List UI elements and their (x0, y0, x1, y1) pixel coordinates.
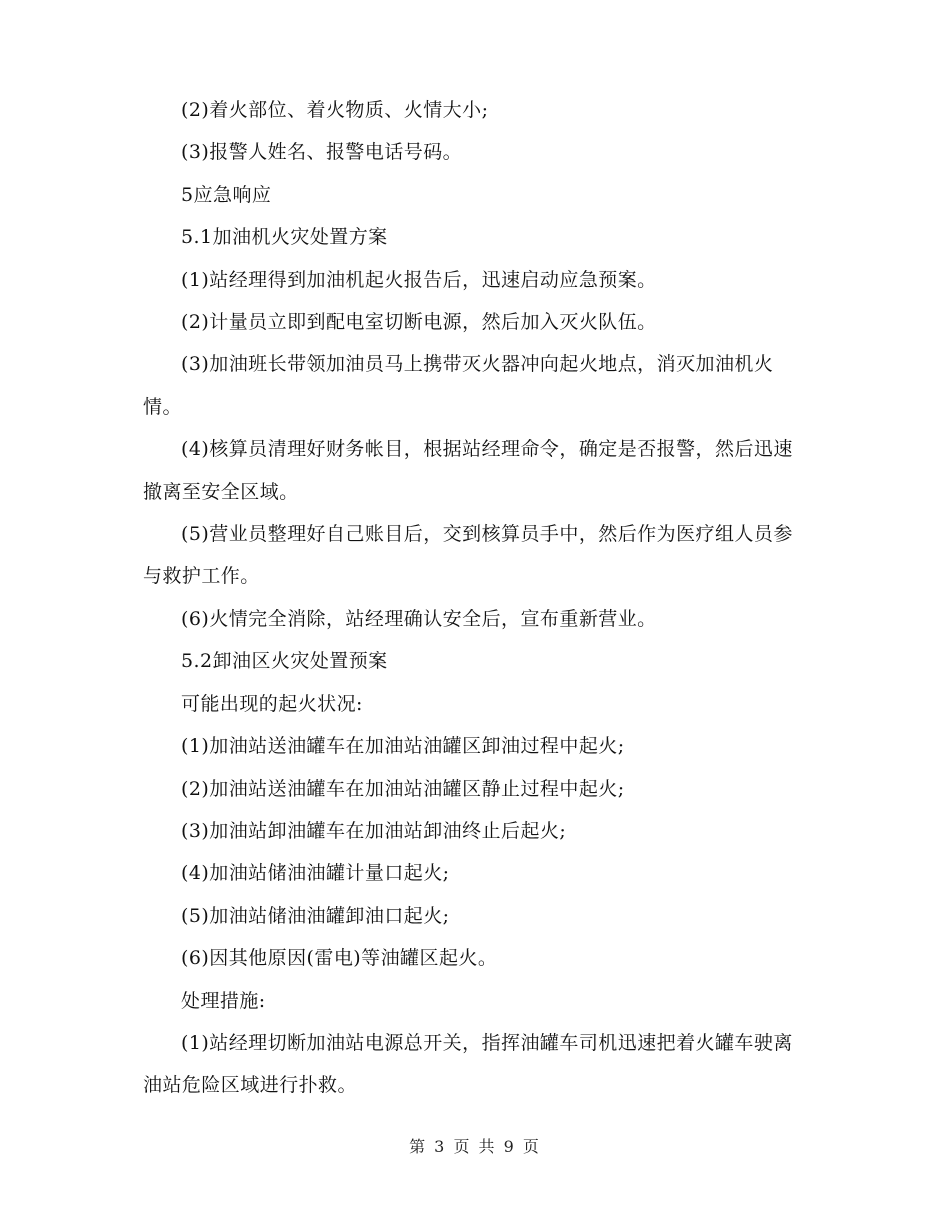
paragraph: (6)火情完全消除，站经理确认安全后，宣布重新营业。 (181, 607, 657, 630)
subsection-heading: 5.2卸油区火灾处置预案 (181, 650, 388, 673)
paragraph: (2)计量员立即到配电室切断电源，然后加入灭火队伍。 (181, 311, 657, 334)
list-item: (6)因其他原因(雷电)等油罐区起火。 (181, 947, 498, 970)
list-item: (4)加油站储油油罐计量口起火; (181, 862, 450, 885)
list-item: (2)加油站送油罐车在加油站油罐区静止过程中起火; (181, 777, 625, 800)
list-item: (5)加油站储油油罐卸油口起火; (181, 904, 450, 927)
list-item: (3)加油站卸油罐车在加油站卸油终止后起火; (181, 819, 567, 842)
section-heading: 5应急响应 (181, 183, 272, 206)
paragraph: 可能出现的起火状况: (181, 692, 363, 715)
subsection-heading: 5.1加油机火灾处置方案 (181, 226, 388, 249)
paragraph: (1)站经理得到加油机起火报告后，迅速启动应急预案。 (181, 268, 657, 291)
paragraph: 处理措施: (181, 989, 266, 1012)
document-body (143, 89, 808, 1107)
paragraph: (3)报警人姓名、报警电话号码。 (181, 141, 463, 164)
paragraph: (4)核算员清理好财务帐目，根据站经理命令，确定是否报警，然后迅速撤离至安全区域。 (143, 438, 793, 503)
list-item: (1)加油站送油罐车在加油站油罐区卸油过程中起火; (181, 735, 625, 758)
paragraph: (3)加油班长带领加油员马上携带灭火器冲向起火地点，消灭加油机火情。 (143, 353, 774, 418)
paragraph: (1)站经理切断加油站电源总开关，指挥油罐车司机迅速把着火罐车驶离油站危险区域进行扑救。 (143, 1031, 793, 1097)
paragraph: (2)着火部位、着火物质、火情大小; (181, 99, 489, 121)
paragraph: (5)营业员整理好自己账目后，交到核算员手中，然后作为医疗组人员参与救护工作。 (143, 523, 793, 588)
page-number-footer: 第 3 页 共 9 页 (409, 1137, 541, 1156)
